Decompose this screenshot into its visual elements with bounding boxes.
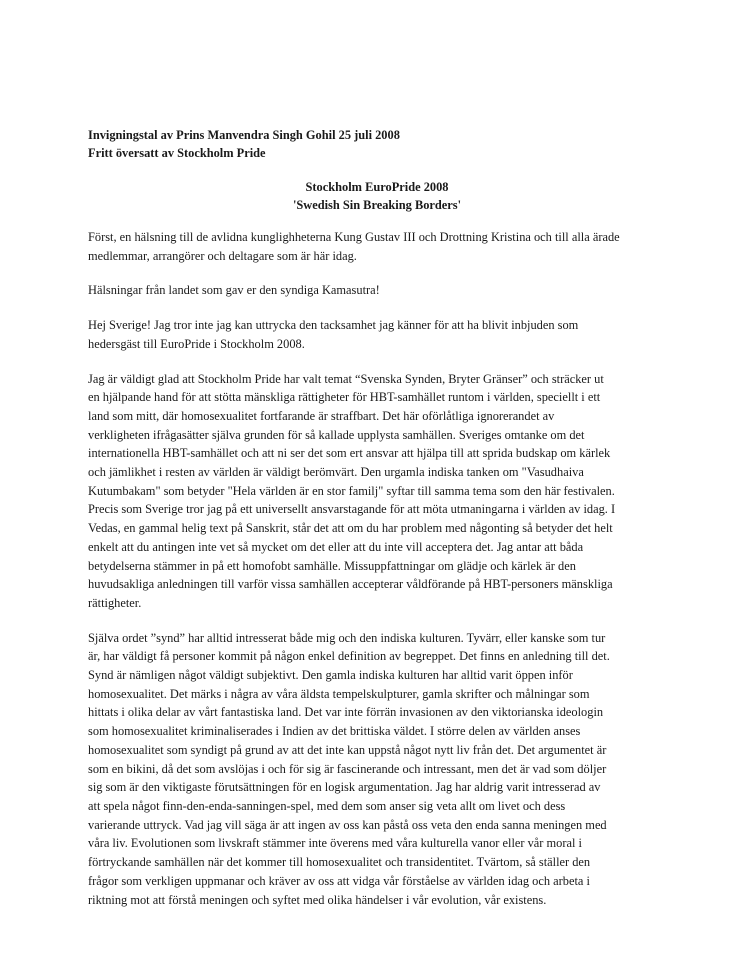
text-line: land som mitt, där homosexualitet fortfarande är straffbart. Det här oförlåtliga ignorerandet av <box>88 408 555 423</box>
text-line: hittats i olika delar av vårt fantastiska land. Det var inte förrän invasionen av den viktorianska ideologin <box>88 705 604 720</box>
text-line: enkelt att du antingen inte vet så mycket om det eller att du inte vill acceptera det. Jag antar att båda <box>88 539 584 554</box>
text-line: Kutumbakam" som betyder "Hela världen är en stor familj" syftar till samma tema som den här festivalen. <box>88 483 615 498</box>
text-line: Först, en hälsning till de avlidna kunglighheterna Kung Gustav III och Drottning Kristina och till alla ärade <box>88 230 620 244</box>
translation-credit: Fritt översatt av Stockholm Pride <box>88 146 266 160</box>
paragraph <box>88 281 666 300</box>
text-line: hedersgäst till EuroPride i Stockholm 2008. <box>88 336 305 351</box>
paragraph <box>88 316 666 353</box>
text-line: Själva ordet ”synd” har alltid intresserat både mig och den indiska kulturen. Tyvärr, eller kanske som tur <box>88 630 606 645</box>
speech-title: Invigningstal av Prins Manvendra Singh Gohil 25 juli 2008 <box>88 128 400 142</box>
text-line: att spela något finn-den-enda-sanningen-spel, med dem som anser sig veta allt om livet och dess <box>88 798 566 813</box>
text-line: medlemmar, arrangörer och deltagare som är här idag. <box>88 248 357 263</box>
text-line: Vedas, en gammal helig text på Sanskrit, står det att om du har problem med någonting så betyder det helt <box>88 521 613 536</box>
text-line: rättigheter. <box>88 595 142 610</box>
text-line: och jämlikhet i resten av världen är väldigt berömvärt. Den urgamla indiska tanken om "Vasudhaiva <box>88 465 584 480</box>
text-line: som en bikini, då det som avslöjas i och för sig är fascinerande och intressant, men det är vad som döljer <box>88 761 607 776</box>
text-line: frågor som verkligen uppmanar och kräver av oss att vidga vår förståelse av världen idag och arbeta i <box>88 873 590 888</box>
text-line: Precis som Sverige tror jag på ett universellt ansvarstagande för att möta utmaningarna i världen av idag. I <box>88 502 616 517</box>
text-line: betydelserna stämmer in på ett homofobt samhälle. Missuppfattningar om glädje och kärlek är den <box>88 558 576 573</box>
text-line: huvudsakliga anledningen till varför vissa samhällen accepterar våldförande på HBT-personers mänskliga <box>88 577 613 592</box>
text-line: riktning mot att förstå meningen och syftet med olika händelser i vår evolution, vår existens. <box>88 892 547 907</box>
event-heading <box>88 178 666 214</box>
paragraph <box>88 629 666 910</box>
paragraph <box>88 370 666 613</box>
text-line: internationella HBT-samhället och att ni ser det som ert ansvar att hjälpa till att sprida budskap om kärlek <box>88 446 611 461</box>
speech-body <box>88 228 666 909</box>
text-line: verkligheten ifrågasätter själva grunden för så kallade upplysta samhällen. Sveriges omtanke om det <box>88 427 585 442</box>
text-line: som homosexualitet kriminaliserades i Indien av det brittiska väldet. I större delen av världen anses <box>88 724 581 739</box>
text-line: homosexualitet som syndigt på grund av att det inte kan uppstå något nytt liv från det. Det argumentet är <box>88 742 607 757</box>
event-theme: 'Swedish Sin Breaking Borders' <box>292 198 462 212</box>
text-line: homosexualitet. Det märks i några av våra äldsta tempelskulpturer, gamla skrifter och målningar som <box>88 686 590 701</box>
text-line: våra liv. Evolutionen som livskraft stämmer inte överens med våra kulturella vanor eller vår moral i <box>88 836 582 851</box>
text-line: sig som är den viktigaste förutsättningen för en logisk argumentation. Jag har aldrig varit intresserad av <box>88 780 601 795</box>
document-page <box>88 126 666 909</box>
text-line: en hjälpande hand för att stötta mänskliga rättigheter för HBT-samhället runtom i världen, speciellt i ett <box>88 390 601 405</box>
text-line: Hej Sverige! Jag tror inte jag kan uttrycka den tacksamhet jag känner för att ha blivit inbjuden som <box>88 318 579 333</box>
text-line: förtryckande samhällen när det kommer till homosexualitet och transidentitet. Tvärtom, så ställer den <box>88 855 591 870</box>
text-line: Hälsningar från landet som gav er den syndiga Kamasutra! <box>88 283 380 298</box>
text-line: Synd är nämligen något väldigt subjektivt. Den gamla indiska kulturen har alltid varit öppen inför <box>88 668 573 683</box>
text-line: är, har väldigt få personer kommit på någon enkel definition av begreppet. Det finns en anledning till det. <box>88 649 610 664</box>
text-line: varierande uttryck. Vad jag vill säga är att ingen av oss kan påstå oss veta den enda sanna meningen med <box>88 817 607 832</box>
event-title: Stockholm EuroPride 2008 <box>305 180 449 194</box>
text-line: Jag är väldigt glad att Stockholm Pride har valt temat “Svenska Synden, Bryter Gränser” och sträcker ut <box>88 371 604 386</box>
paragraph <box>88 228 666 265</box>
